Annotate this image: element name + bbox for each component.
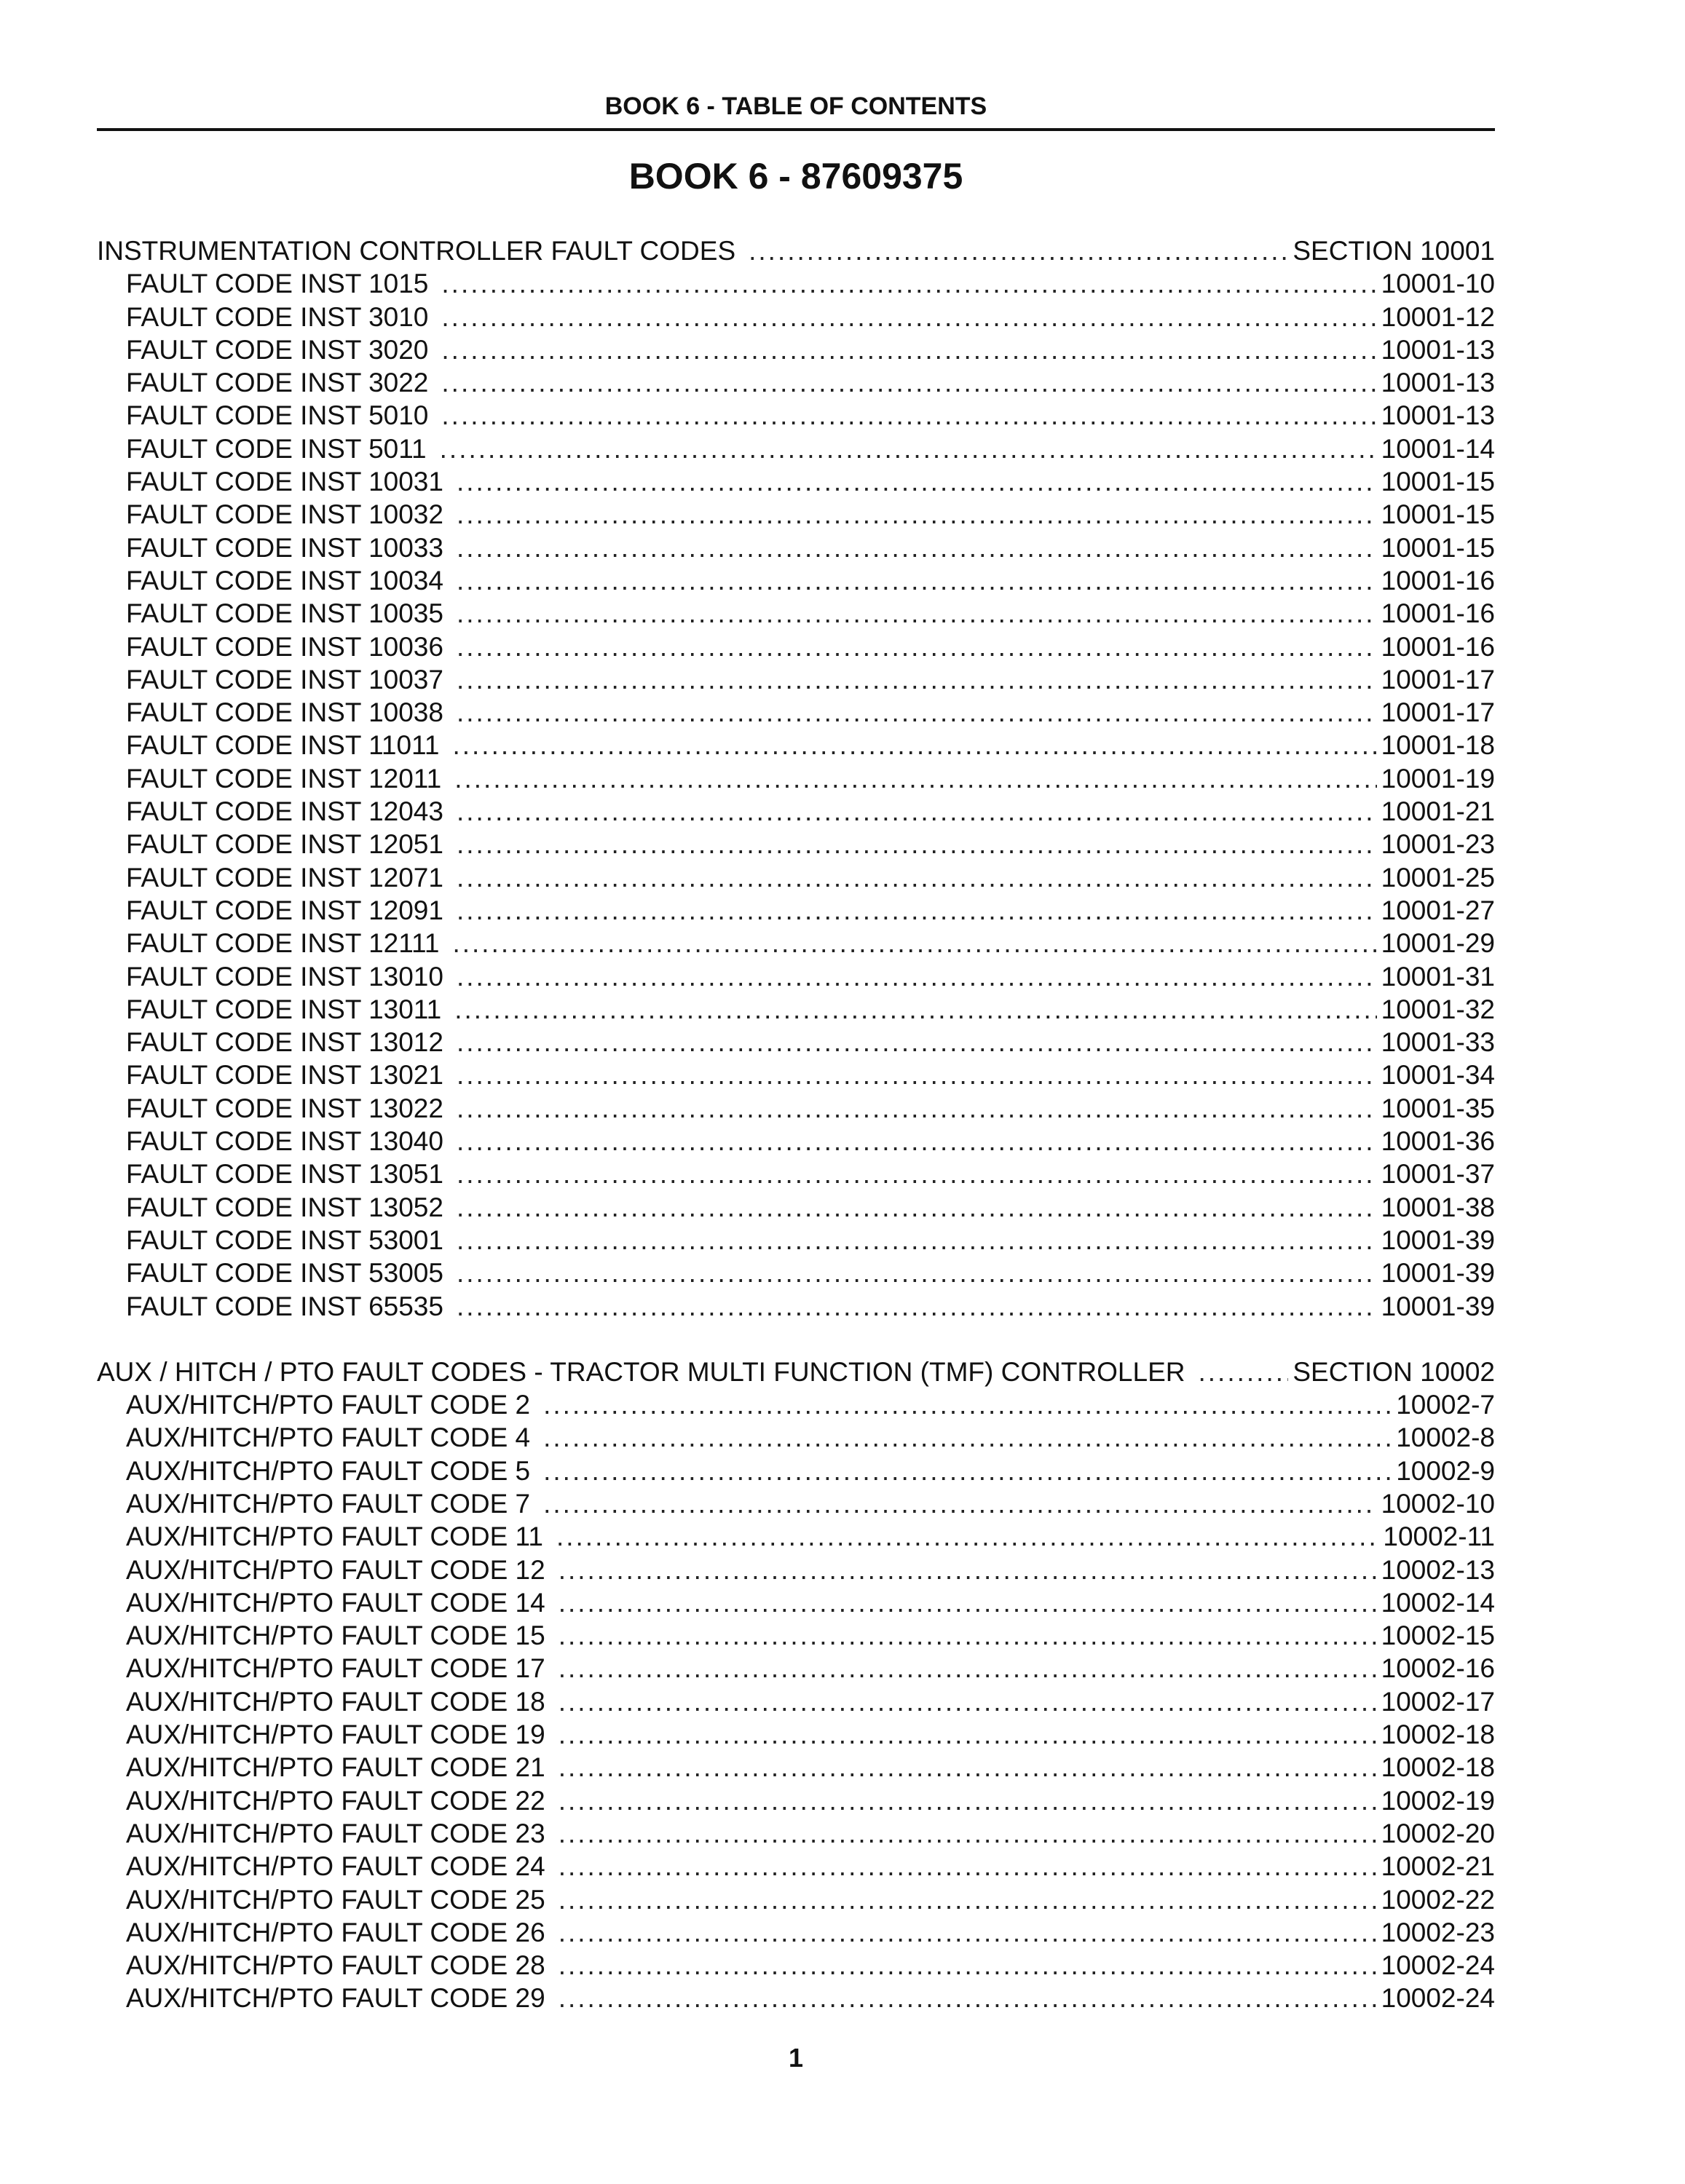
- toc-page-ref: 10002-8: [1396, 1423, 1495, 1453]
- toc-entry[interactable]: [97, 1158, 1495, 1190]
- toc-page-ref: 10001-33: [1381, 1027, 1495, 1058]
- toc-page-ref: 10001-39: [1381, 1258, 1495, 1289]
- toc-label: FAULT CODE INST 10031: [126, 467, 443, 497]
- dot-leader: [457, 630, 1377, 663]
- dot-leader: [457, 795, 1377, 828]
- toc-label: FAULT CODE INST 3010: [126, 301, 429, 332]
- toc-entry[interactable]: [97, 1850, 1495, 1883]
- toc-page-ref: 10001-17: [1381, 664, 1495, 695]
- dot-leader: [457, 597, 1377, 630]
- toc-entry[interactable]: [97, 861, 1495, 894]
- toc-label: AUX/HITCH/PTO FAULT CODE 23: [126, 1818, 545, 1848]
- toc-entry[interactable]: [97, 1224, 1495, 1257]
- toc-page-ref: 10001-27: [1381, 895, 1495, 925]
- toc-page-ref: 10001-13: [1381, 400, 1495, 431]
- dot-leader: [559, 1982, 1377, 2014]
- toc-entry[interactable]: [97, 1586, 1495, 1619]
- toc-entry[interactable]: [97, 762, 1495, 795]
- toc-label: AUX/HITCH/PTO FAULT CODE 19: [126, 1720, 545, 1750]
- toc-page-ref: 10001-39: [1381, 1224, 1495, 1255]
- toc-page-ref: 10001-35: [1381, 1093, 1495, 1123]
- toc-label: AUX/HITCH/PTO FAULT CODE 4: [126, 1423, 531, 1453]
- toc-page-ref: 10002-23: [1381, 1917, 1495, 1947]
- toc-label: FAULT CODE INST 13021: [126, 1060, 443, 1091]
- toc-page-ref: 10001-23: [1381, 829, 1495, 860]
- dot-leader: [457, 564, 1377, 597]
- toc-entry[interactable]: [97, 1026, 1495, 1059]
- toc-label: FAULT CODE INST 10032: [126, 499, 443, 530]
- toc-entry[interactable]: [97, 267, 1495, 300]
- toc-entry[interactable]: [97, 927, 1495, 960]
- toc-entry[interactable]: [97, 1191, 1495, 1224]
- toc-label: AUX/HITCH/PTO FAULT CODE 7: [126, 1488, 531, 1519]
- dot-leader: [457, 1290, 1377, 1323]
- toc-page-ref: 10002-14: [1381, 1587, 1495, 1618]
- toc-label: FAULT CODE INST 12051: [126, 829, 443, 860]
- toc-page-ref: 10001-17: [1381, 697, 1495, 728]
- toc-entry[interactable]: [97, 432, 1495, 465]
- toc-label: AUX/HITCH/PTO FAULT CODE 24: [126, 1851, 545, 1882]
- toc-label: AUX/HITCH/PTO FAULT CODE 5: [126, 1455, 531, 1486]
- dot-leader: [452, 729, 1376, 761]
- toc-label: FAULT CODE INST 13011: [126, 994, 442, 1024]
- toc-entry[interactable]: [97, 1817, 1495, 1850]
- toc-entry[interactable]: [97, 1685, 1495, 1718]
- toc-page-ref: 10001-18: [1381, 730, 1495, 761]
- book-title: BOOK 6 - 87609375: [628, 156, 963, 197]
- toc-page-ref: 10001-15: [1381, 499, 1495, 530]
- toc-page-ref: 10001-38: [1381, 1192, 1495, 1222]
- toc-entry[interactable]: [97, 960, 1495, 993]
- toc-entry[interactable]: [97, 1059, 1495, 1091]
- dot-leader: [457, 1125, 1377, 1158]
- toc-label: AUX/HITCH/PTO FAULT CODE 15: [126, 1621, 545, 1651]
- dot-leader: [559, 1685, 1377, 1718]
- dot-leader: [556, 1520, 1378, 1553]
- toc-label: FAULT CODE INST 13051: [126, 1159, 443, 1190]
- dot-leader: [749, 234, 1288, 267]
- toc-page-ref: 10002-7: [1396, 1390, 1495, 1420]
- dot-leader: [559, 1718, 1377, 1751]
- table-of-contents: [97, 234, 1495, 2015]
- toc-entry[interactable]: [97, 1421, 1495, 1454]
- toc-entry[interactable]: [97, 1619, 1495, 1652]
- toc-page-ref: 10002-11: [1383, 1522, 1495, 1552]
- toc-entry[interactable]: [97, 1718, 1495, 1751]
- toc-label: INSTRUMENTATION CONTROLLER FAULT CODES: [97, 236, 736, 266]
- toc-page-ref: 10002-20: [1381, 1818, 1495, 1848]
- dot-leader: [457, 1059, 1377, 1091]
- page-header: BOOK 6 - TABLE OF CONTENTS: [604, 92, 987, 120]
- dot-leader: [457, 1257, 1377, 1289]
- toc-label: FAULT CODE INST 12071: [126, 862, 443, 893]
- dot-leader: [457, 498, 1377, 531]
- toc-page-ref: 10001-21: [1381, 796, 1495, 827]
- toc-entry[interactable]: [97, 301, 1495, 333]
- dot-leader: [457, 465, 1377, 498]
- toc-entry[interactable]: [97, 1949, 1495, 1982]
- toc-entry[interactable]: [97, 1784, 1495, 1817]
- toc-label: FAULT CODE INST 10035: [126, 598, 443, 629]
- toc-page-ref: 10001-25: [1381, 862, 1495, 893]
- toc-entry[interactable]: [97, 333, 1495, 366]
- toc-page-ref: 10002-18: [1381, 1720, 1495, 1750]
- toc-page-ref: 10002-21: [1381, 1851, 1495, 1882]
- dot-leader: [543, 1421, 1392, 1454]
- toc-label: FAULT CODE INST 3022: [126, 368, 429, 398]
- toc-label: FAULT CODE INST 13012: [126, 1027, 443, 1058]
- toc-page-ref: 10002-22: [1381, 1884, 1495, 1915]
- toc-entry[interactable]: [97, 828, 1495, 860]
- toc-entry[interactable]: [97, 993, 1495, 1026]
- dot-leader: [559, 1751, 1377, 1784]
- toc-label: FAULT CODE INST 10038: [126, 697, 443, 728]
- toc-label: FAULT CODE INST 10037: [126, 664, 443, 695]
- toc-page-ref: 10002-15: [1381, 1621, 1495, 1651]
- dot-leader: [543, 1487, 1377, 1520]
- toc-page-ref: 10002-13: [1381, 1554, 1495, 1585]
- toc-entry[interactable]: [97, 1652, 1495, 1685]
- toc-page-ref: SECTION 10002: [1293, 1356, 1495, 1387]
- toc-entry[interactable]: [97, 1916, 1495, 1949]
- dot-leader: [457, 1224, 1377, 1257]
- toc-label: AUX/HITCH/PTO FAULT CODE 25: [126, 1884, 545, 1915]
- dot-leader: [457, 531, 1377, 564]
- toc-entry[interactable]: [97, 465, 1495, 498]
- toc-page-ref: 10001-15: [1381, 532, 1495, 563]
- toc-section: [97, 234, 1495, 1323]
- toc-label: FAULT CODE INST 11011: [126, 730, 440, 761]
- toc-entry[interactable]: [97, 729, 1495, 761]
- toc-label: FAULT CODE INST 53005: [126, 1258, 443, 1289]
- toc-entry[interactable]: [97, 1883, 1495, 1916]
- toc-entry[interactable]: [97, 1554, 1495, 1586]
- toc-label: FAULT CODE INST 13010: [126, 961, 443, 992]
- toc-entry[interactable]: [97, 1257, 1495, 1289]
- toc-label: AUX / HITCH / PTO FAULT CODES - TRACTOR MULTI FUNCTION (TMF) CONTROLLER: [97, 1356, 1185, 1387]
- page-number: 1: [788, 2043, 804, 2073]
- dot-leader: [543, 1455, 1392, 1487]
- toc-page-ref: 10001-19: [1381, 763, 1495, 794]
- toc-label: AUX/HITCH/PTO FAULT CODE 28: [126, 1950, 545, 1981]
- toc-page-ref: 10002-10: [1381, 1488, 1495, 1519]
- toc-entry[interactable]: [97, 1520, 1495, 1553]
- toc-page-ref: 10001-29: [1381, 928, 1495, 959]
- dot-leader: [441, 399, 1376, 432]
- dot-leader: [454, 993, 1376, 1026]
- toc-page-ref: 10002-19: [1381, 1785, 1495, 1816]
- dot-leader: [441, 267, 1376, 300]
- dot-leader: [457, 1092, 1377, 1125]
- toc-entry[interactable]: [97, 663, 1495, 696]
- toc-entry[interactable]: [97, 630, 1495, 663]
- toc-label: AUX/HITCH/PTO FAULT CODE 11: [126, 1522, 543, 1552]
- dot-leader: [441, 366, 1376, 399]
- toc-page-ref: 10001-37: [1381, 1159, 1495, 1190]
- dot-leader: [559, 1916, 1377, 1949]
- toc-page-ref: 10001-12: [1381, 301, 1495, 332]
- dot-leader: [457, 1191, 1377, 1224]
- toc-page-ref: 10002-18: [1381, 1752, 1495, 1783]
- toc-label: FAULT CODE INST 12011: [126, 763, 442, 794]
- toc-page-ref: 10001-31: [1381, 961, 1495, 992]
- toc-label: FAULT CODE INST 12091: [126, 895, 443, 925]
- toc-label: FAULT CODE INST 10034: [126, 565, 443, 596]
- toc-label: AUX/HITCH/PTO FAULT CODE 26: [126, 1917, 545, 1947]
- dot-leader: [559, 1619, 1377, 1652]
- toc-label: FAULT CODE INST 10036: [126, 631, 443, 662]
- toc-label: AUX/HITCH/PTO FAULT CODE 21: [126, 1752, 545, 1783]
- toc-page-ref: 10001-10: [1381, 269, 1495, 299]
- toc-page-ref: 10001-32: [1381, 994, 1495, 1024]
- toc-page-ref: 10001-13: [1381, 334, 1495, 365]
- dot-leader: [559, 1784, 1377, 1817]
- toc-entry[interactable]: [97, 1982, 1495, 2014]
- dot-leader: [1198, 1356, 1288, 1388]
- toc-entry[interactable]: [97, 1487, 1495, 1520]
- dot-leader: [454, 762, 1376, 795]
- header-rule: [97, 128, 1495, 131]
- toc-page-ref: 10001-36: [1381, 1126, 1495, 1157]
- toc-section-heading[interactable]: [97, 234, 1495, 267]
- dot-leader: [441, 301, 1376, 333]
- toc-label: AUX/HITCH/PTO FAULT CODE 29: [126, 1983, 545, 2014]
- toc-page-ref: 10002-9: [1396, 1455, 1495, 1486]
- toc-entry[interactable]: [97, 1388, 1495, 1421]
- toc-label: AUX/HITCH/PTO FAULT CODE 18: [126, 1686, 545, 1717]
- toc-page-ref: 10001-34: [1381, 1060, 1495, 1091]
- dot-leader: [559, 1554, 1377, 1586]
- toc-entry[interactable]: [97, 1455, 1495, 1487]
- toc-section-heading[interactable]: [97, 1356, 1495, 1388]
- dot-leader: [559, 1850, 1377, 1883]
- toc-label: FAULT CODE INST 3020: [126, 334, 429, 365]
- dot-leader: [559, 1586, 1377, 1619]
- toc-page-ref: 10001-13: [1381, 368, 1495, 398]
- dot-leader: [441, 333, 1376, 366]
- toc-label: AUX/HITCH/PTO FAULT CODE 22: [126, 1785, 545, 1816]
- toc-label: FAULT CODE INST 12111: [126, 928, 440, 959]
- dot-leader: [457, 861, 1377, 894]
- toc-page-ref: 10001-39: [1381, 1291, 1495, 1321]
- toc-label: FAULT CODE INST 5011: [126, 433, 427, 464]
- dot-leader: [559, 1949, 1377, 1982]
- toc-entry[interactable]: [97, 366, 1495, 399]
- dot-leader: [457, 894, 1377, 927]
- toc-page-ref: 10002-24: [1381, 1983, 1495, 2014]
- dot-leader: [457, 696, 1377, 729]
- toc-entry[interactable]: [97, 498, 1495, 531]
- toc-page-ref: 10002-17: [1381, 1686, 1495, 1717]
- toc-page-ref: 10001-16: [1381, 598, 1495, 629]
- toc-label: AUX/HITCH/PTO FAULT CODE 17: [126, 1653, 545, 1684]
- toc-entry[interactable]: [97, 1751, 1495, 1784]
- toc-label: AUX/HITCH/PTO FAULT CODE 12: [126, 1554, 545, 1585]
- toc-entry[interactable]: [97, 696, 1495, 729]
- toc-entry[interactable]: [97, 1290, 1495, 1323]
- toc-page-ref: 10001-16: [1381, 631, 1495, 662]
- toc-page-ref: 10001-15: [1381, 467, 1495, 497]
- dot-leader: [457, 1026, 1377, 1059]
- toc-label: FAULT CODE INST 1015: [126, 269, 429, 299]
- dot-leader: [457, 663, 1377, 696]
- toc-label: FAULT CODE INST 12043: [126, 796, 443, 827]
- toc-page-ref: 10001-14: [1381, 433, 1495, 464]
- toc-section: [97, 1356, 1495, 2015]
- toc-entry[interactable]: [97, 531, 1495, 564]
- toc-page-ref: 10002-24: [1381, 1950, 1495, 1981]
- dot-leader: [452, 927, 1376, 960]
- toc-label: FAULT CODE INST 13052: [126, 1192, 443, 1222]
- toc-page-ref: 10002-16: [1381, 1653, 1495, 1684]
- toc-label: FAULT CODE INST 10033: [126, 532, 443, 563]
- toc-label: FAULT CODE INST 5010: [126, 400, 429, 431]
- dot-leader: [457, 828, 1377, 860]
- toc-label: FAULT CODE INST 53001: [126, 1224, 443, 1255]
- toc-label: FAULT CODE INST 13022: [126, 1093, 443, 1123]
- dot-leader: [440, 432, 1377, 465]
- toc-entry[interactable]: [97, 399, 1495, 432]
- toc-page-ref: 10001-16: [1381, 565, 1495, 596]
- toc-label: AUX/HITCH/PTO FAULT CODE 2: [126, 1390, 531, 1420]
- toc-entry[interactable]: [97, 1092, 1495, 1125]
- dot-leader: [559, 1817, 1377, 1850]
- toc-entry[interactable]: [97, 564, 1495, 597]
- dot-leader: [543, 1388, 1392, 1421]
- toc-page-ref: SECTION 10001: [1293, 236, 1495, 266]
- toc-entry[interactable]: [97, 894, 1495, 927]
- toc-label: FAULT CODE INST 65535: [126, 1291, 443, 1321]
- toc-entry[interactable]: [97, 795, 1495, 828]
- toc-entry[interactable]: [97, 597, 1495, 630]
- dot-leader: [457, 1158, 1377, 1190]
- dot-leader: [559, 1883, 1377, 1916]
- dot-leader: [457, 960, 1377, 993]
- toc-entry[interactable]: [97, 1125, 1495, 1158]
- toc-label: AUX/HITCH/PTO FAULT CODE 14: [126, 1587, 545, 1618]
- dot-leader: [559, 1652, 1377, 1685]
- toc-label: FAULT CODE INST 13040: [126, 1126, 443, 1157]
